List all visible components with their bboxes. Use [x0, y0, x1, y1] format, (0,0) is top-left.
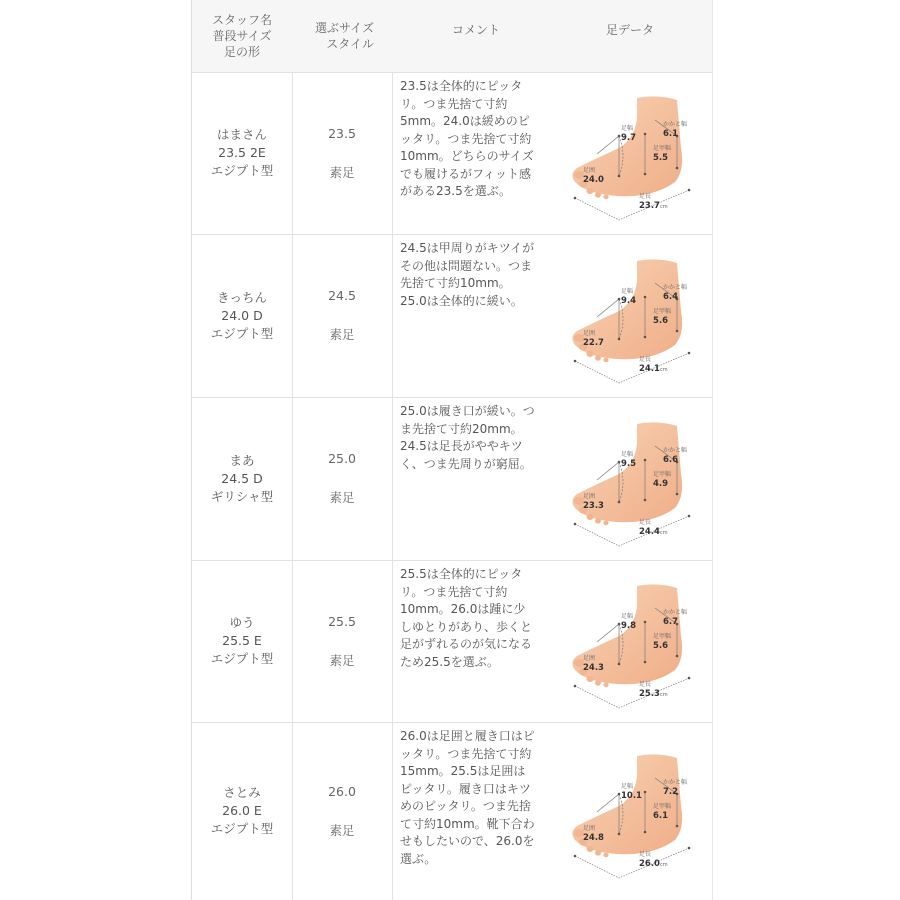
value-heel-width: 6.4	[663, 291, 679, 302]
foot-shape: エジプト型	[210, 821, 274, 836]
label-girth: 足囲	[583, 492, 596, 500]
foot-data-cell	[552, 560, 712, 722]
comment-text: 24.5は甲周りがキツイがその他は問題ない。つま先捨て寸約10mm。25.0は全体的に緩い。	[400, 241, 535, 308]
wear-style: 素足	[329, 652, 355, 668]
value-length: 25.3	[639, 689, 660, 699]
header-comment-label: コメント	[452, 23, 501, 37]
value-girth: 23.3	[583, 500, 604, 511]
comment-text: 25.5は全体的にピッタリ。つま先捨て寸約10mm。26.0は踵に少しゆとりがあり、歩くと足がずれるのが気になるため25.5を選ぶ。	[400, 567, 533, 669]
staff-size-table	[191, 0, 713, 900]
wear-style: 素足	[329, 164, 355, 180]
label-foot-width: 足甲幅	[653, 803, 672, 810]
staff-cell	[192, 397, 292, 560]
usual-size: 25.5 E	[222, 633, 262, 648]
foot-shape: ギリシャ型	[210, 488, 274, 504]
value-instep: 10.1	[621, 791, 642, 801]
value-length: 26.0	[639, 859, 660, 869]
chosen-size: 26.0	[328, 783, 356, 799]
unit-label: cm	[660, 862, 668, 868]
foot-diagram	[557, 736, 707, 886]
label-length: 足長	[639, 851, 652, 858]
label-length: 足長	[639, 193, 652, 200]
label-heel-width: かかと幅	[663, 283, 688, 291]
foot-data-cell	[552, 234, 712, 397]
size-cell	[292, 560, 392, 722]
label-foot-width: 足甲幅	[653, 145, 672, 152]
table-row	[192, 397, 712, 561]
header-foot-data	[542, 0, 712, 66]
value-girth: 24.3	[583, 663, 604, 673]
foot-data-cell	[552, 722, 712, 900]
staff-cell	[192, 560, 292, 722]
comment-cell	[392, 722, 542, 900]
header-style: スタイル	[326, 37, 374, 51]
comment-cell	[392, 397, 542, 560]
staff-cell	[192, 72, 292, 234]
foot-shape: エジプト型	[210, 325, 274, 341]
size-cell	[292, 722, 392, 900]
value-foot-width: 5.6	[653, 315, 669, 326]
staff-cell	[192, 234, 292, 397]
foot-diagram	[557, 404, 707, 554]
value-length: 24.4	[639, 526, 660, 537]
table-row	[192, 722, 712, 900]
usual-size: 24.0 D	[221, 307, 263, 323]
label-girth: 足囲	[583, 825, 596, 832]
header-usual-size: 普段サイズ	[212, 29, 272, 43]
staff-name: さとみ	[223, 785, 261, 800]
value-heel-width: 6.7	[663, 617, 679, 627]
label-girth: 足囲	[583, 329, 596, 337]
value-instep: 9.5	[621, 458, 637, 469]
comment-text: 23.5は全体的にピッタリ。つま先捨て寸約5mm。24.0は緩めのピッタリ。つま先捨て寸約10mm。どちらのサイズでも履けるがフィット感がある23.5を選ぶ。	[400, 79, 534, 198]
unit-label: cm	[660, 204, 668, 210]
value-length: 24.1	[639, 363, 660, 374]
value-girth: 22.7	[583, 337, 604, 348]
value-length: 23.7	[639, 201, 660, 211]
staff-name: きっちん	[216, 289, 267, 305]
label-heel-width: かかと幅	[663, 446, 688, 454]
staff-cell	[192, 722, 292, 900]
label-instep: 足幅	[621, 287, 634, 295]
foot-shape: エジプト型	[210, 163, 274, 178]
comment-cell	[392, 234, 542, 397]
staff-name: まあ	[229, 452, 255, 468]
label-instep: 足幅	[621, 125, 634, 132]
table-header	[192, 0, 712, 73]
value-heel-width: 6.6	[663, 454, 679, 465]
label-heel-width: かかと幅	[663, 779, 688, 786]
label-foot-width: 足甲幅	[653, 633, 672, 640]
label-length: 足長	[639, 681, 652, 688]
header-staff-name: スタッフ名	[211, 13, 272, 27]
unit-label: cm	[660, 366, 668, 373]
header-comment	[392, 0, 542, 66]
value-girth: 24.0	[583, 175, 604, 185]
size-cell	[292, 234, 392, 397]
chosen-size: 23.5	[328, 125, 356, 141]
value-foot-width: 5.6	[653, 641, 669, 651]
foot-diagram	[557, 78, 707, 228]
chosen-size: 25.0	[328, 451, 356, 466]
header-chosen-size: 選ぶサイズ	[314, 21, 374, 35]
label-foot-width: 足甲幅	[653, 307, 672, 315]
comment-cell	[392, 560, 542, 722]
foot-diagram	[557, 566, 707, 716]
header-size	[292, 0, 392, 72]
value-heel-width: 7.2	[663, 787, 679, 797]
value-instep: 9.4	[621, 295, 637, 306]
label-length: 足長	[639, 355, 652, 363]
label-instep: 足幅	[621, 613, 634, 620]
foot-shape: エジプト型	[210, 651, 274, 666]
wear-style: 素足	[329, 327, 355, 342]
usual-size: 24.5 D	[221, 470, 263, 486]
comment-cell	[392, 72, 542, 234]
value-foot-width: 6.1	[653, 811, 669, 821]
comment-text: 26.0は足囲と履き口はピッタリ。つま先捨て寸約15mm。25.5は足囲はピッタリ。履き口はキツめのピッタリ。つま先捨て寸約10mm。靴下合わせもしたいので、26.0を選ぶ。	[400, 729, 535, 866]
wear-style: 素足	[329, 822, 355, 838]
foot-data-cell	[552, 397, 712, 560]
label-heel-width: かかと幅	[663, 121, 688, 128]
comment-text: 25.0は履き口が緩い。つま先捨て寸約20mm。24.5は足長がややキツく、つま先周りが窮屈。	[400, 404, 535, 471]
staff-name: はまさん	[216, 127, 267, 142]
size-cell	[292, 72, 392, 234]
label-length: 足長	[639, 518, 652, 526]
header-foot-data-label: 足データ	[606, 23, 655, 37]
label-girth: 足囲	[583, 167, 596, 174]
foot-diagram	[557, 241, 707, 391]
usual-size: 23.5 2E	[218, 145, 266, 160]
label-foot-width: 足甲幅	[653, 470, 672, 478]
value-girth: 24.8	[583, 833, 604, 843]
value-foot-width: 4.9	[653, 478, 669, 489]
label-instep: 足幅	[621, 450, 634, 458]
wear-style: 素足	[329, 490, 355, 505]
value-instep: 9.7	[621, 133, 637, 143]
header-staff	[192, 0, 292, 72]
value-heel-width: 6.1	[663, 129, 679, 139]
value-foot-width: 5.5	[653, 153, 669, 163]
label-heel-width: かかと幅	[663, 609, 688, 616]
staff-name: ゆう	[229, 615, 255, 630]
chosen-size: 25.5	[328, 613, 356, 629]
chosen-size: 24.5	[328, 288, 356, 303]
header-foot-shape: 足の形	[223, 45, 260, 59]
table-row	[192, 560, 712, 723]
unit-label: cm	[660, 529, 668, 536]
table-row	[192, 234, 712, 398]
table-row	[192, 72, 712, 235]
value-instep: 9.8	[621, 621, 637, 631]
label-instep: 足幅	[621, 783, 634, 790]
usual-size: 26.0 E	[222, 803, 262, 818]
size-cell	[292, 397, 392, 560]
foot-data-cell	[552, 72, 712, 234]
unit-label: cm	[660, 692, 668, 698]
label-girth: 足囲	[583, 655, 596, 662]
